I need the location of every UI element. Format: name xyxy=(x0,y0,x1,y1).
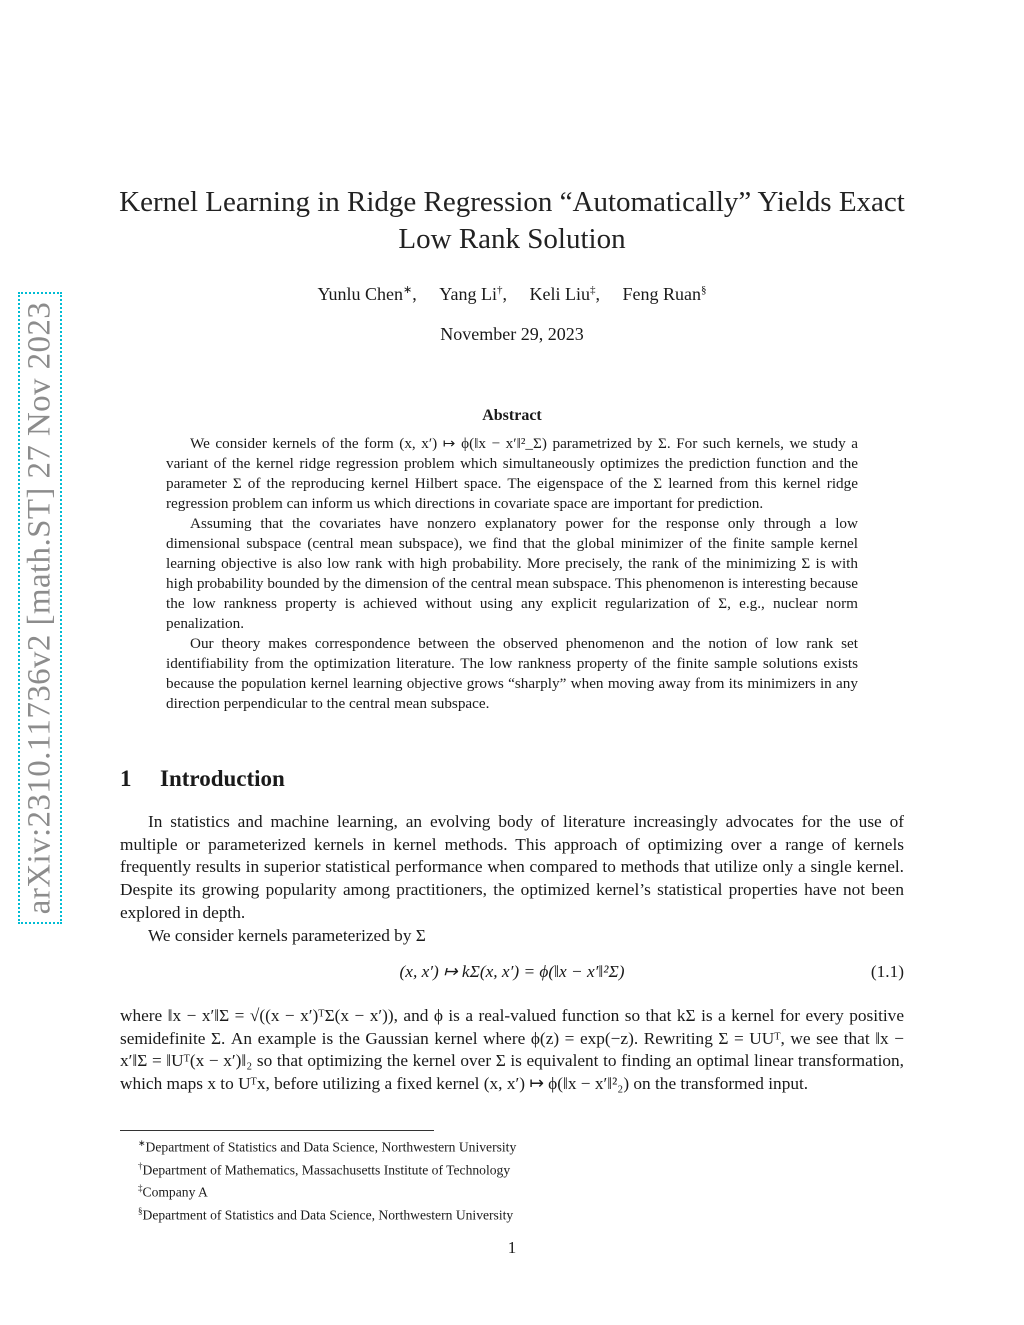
author-2: Yang Li†, xyxy=(439,284,507,304)
footnote-2: †Department of Mathematics, Massachusetts Institute of Technology xyxy=(138,1160,511,1178)
author-list xyxy=(0,283,1024,305)
section-title: Introduction xyxy=(160,766,285,791)
intro-paragraph-1: In statistics and machine learning, an evolving body of literature increasingly advocates for the use of multiple or parameterized kernels in kernel methods. This approach of optimizing over a range of kernels frequently results in superior statistical performance when compared to methods that utilize only a single kernel. Despite its growing popularity among practitioners, the optimized kernel’s statistical properties have not been explored in depth. xyxy=(120,812,904,922)
author-3: Keli Liu‡, xyxy=(529,284,600,304)
equation-1-1 xyxy=(120,962,904,986)
abstract-heading: Abstract xyxy=(482,407,542,424)
footnote-rule xyxy=(120,1130,434,1131)
arxiv-identifier: arXiv:2310.11736v2 [math.ST] 27 Nov 2023 xyxy=(21,301,58,915)
intro-paragraph-block-2 xyxy=(120,1005,904,1096)
section-heading-introduction xyxy=(120,766,285,792)
equation-number: (1.1) xyxy=(870,962,904,981)
paper-title-line-1: Kernel Learning in Ridge Regression “Automatically” Yields Exact xyxy=(119,186,905,218)
page-number: 1 xyxy=(507,1238,517,1257)
abstract-paragraph-1: We consider kernels of the form (x, x′) ↦ ϕ(‖x − x′‖²_Σ) parametrized by Σ. For such kernels, we study a variant of the kernel ridge regression problem which simultaneously optimizes the prediction function and the parameter Σ of the reproducing kernel Hilbert space. The eigenspace of the Σ learned from this kernel ridge regression problem can inform us which directions in covariate space are important for prediction. xyxy=(166,435,858,512)
intro-paragraph-block-1 xyxy=(120,811,904,947)
abstract-paragraph-3: Our theory makes correspondence between the observed phenomenon and the notion of low rank set identifiability from the optimization literature. The low rankness property of the finite sample solutions exists because the population kernel learning objective grows “sharply” when moving away from its minimizers in any direction perpendicular to the central mean subspace. xyxy=(166,635,858,712)
arxiv-stamp xyxy=(18,292,62,924)
abstract-body xyxy=(166,434,858,714)
footnote-3: ‡Company A xyxy=(138,1183,208,1200)
footnote-4: §Department of Statistics and Data Science, Northwestern University xyxy=(138,1205,514,1223)
abstract-paragraph-2: Assuming that the covariates have nonzero explanatory power for the response only through a low dimensional subspace (central mean subspace), we find that the global minimizer of the finite sample kernel learning objective is also low rank with high probability. More precisely, the rank of the minimizing Σ is with high probability bounded by the dimension of the central mean subspace. This phenomenon is interesting because the low rankness property is achieved without using any explicit regularization of Σ, e.g., nuclear norm penalization. xyxy=(166,515,858,632)
publication-date: November 29, 2023 xyxy=(440,324,584,344)
section-number: 1 xyxy=(120,766,132,791)
intro-paragraph-3: where ‖x − x′‖Σ = √((x − x′)ᵀΣ(x − x′)), and ϕ is a real-valued function so that kΣ is a kernel for every positive semidefinite Σ. An example is the Gaussian kernel where ϕ(z) = exp(−z). Rewriting Σ = UUᵀ, we see that ‖x − x′‖Σ = ‖Uᵀ(x − x′)‖₂ so that optimizing the kernel over Σ is equivalent to finding an optimal linear transformation, which maps x to Uᵀx, before utilizing a fixed kernel (x, x′) ↦ ϕ(‖x − x′‖²₂) on the transformed input. xyxy=(120,1006,904,1094)
author-1: Yunlu Chen∗, xyxy=(317,284,417,304)
equation-body: (x, x′) ↦ kΣ(x, x′) = ϕ(‖x − x′‖²Σ) xyxy=(399,962,625,981)
author-4: Feng Ruan§ xyxy=(622,284,707,304)
intro-paragraph-2: We consider kernels parameterized by Σ xyxy=(148,925,426,945)
footnotes xyxy=(138,1134,838,1224)
footnote-1: ∗Department of Statistics and Data Science, Northwestern University xyxy=(138,1138,517,1155)
paper-title-line-2: Low Rank Solution xyxy=(398,223,626,255)
